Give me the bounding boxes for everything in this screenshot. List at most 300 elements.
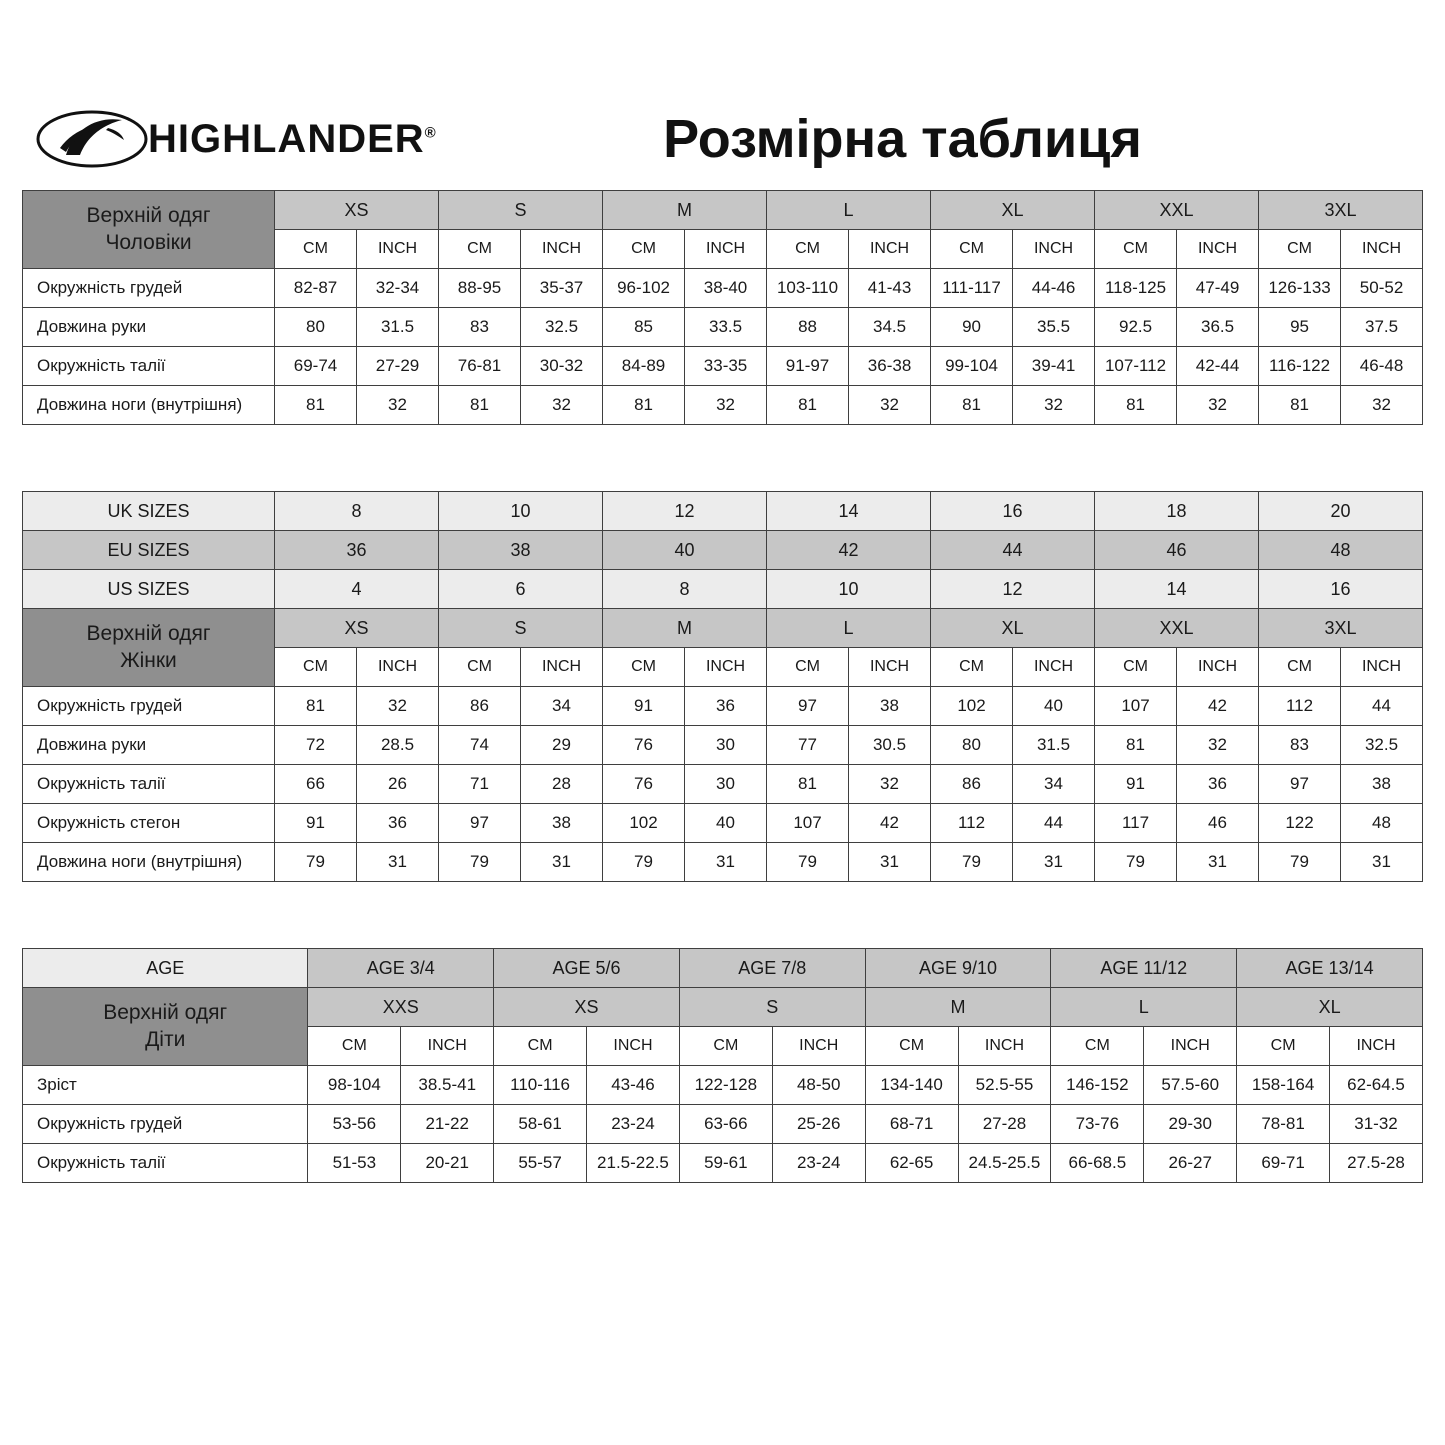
cell: 27-29	[357, 347, 439, 386]
cell: 53-56	[308, 1105, 401, 1144]
unit-inch: INCH	[1013, 648, 1095, 687]
cell: 90	[931, 308, 1013, 347]
cell: 42-44	[1177, 347, 1259, 386]
cell: 73-76	[1051, 1105, 1144, 1144]
kids-table-wrap	[0, 948, 1445, 1183]
unit-inch: INCH	[401, 1027, 494, 1066]
cell: 48-50	[772, 1066, 865, 1105]
cell: 122	[1259, 804, 1341, 843]
size-header-s: S	[679, 988, 865, 1027]
cell: 68-71	[865, 1105, 958, 1144]
uk-size-value: 18	[1095, 492, 1259, 531]
us-size-value: 16	[1259, 570, 1423, 609]
cell: 80	[275, 308, 357, 347]
cell: 41-43	[849, 269, 931, 308]
cell: 91	[603, 687, 685, 726]
unit-inch: INCH	[357, 230, 439, 269]
cell: 117	[1095, 804, 1177, 843]
cell: 44	[1013, 804, 1095, 843]
table-row	[23, 843, 1423, 882]
cell: 122-128	[679, 1066, 772, 1105]
cell: 146-152	[1051, 1066, 1144, 1105]
cell: 69-71	[1237, 1144, 1330, 1183]
cell: 95	[1259, 308, 1341, 347]
womens-table-wrap	[0, 491, 1445, 882]
cell: 31.5	[1013, 726, 1095, 765]
cell: 112	[1259, 687, 1341, 726]
cell: 118-125	[1095, 269, 1177, 308]
row-label: Окружність талії	[23, 765, 275, 804]
brand-name-text: HIGHLANDER	[148, 116, 425, 161]
unit-inch: INCH	[521, 648, 603, 687]
cell: 23-24	[772, 1144, 865, 1183]
unit-cm: CM	[494, 1027, 587, 1066]
age-label: AGE	[23, 949, 308, 988]
cell: 97	[439, 804, 521, 843]
unit-cm: CM	[603, 230, 685, 269]
kids-table-title	[23, 988, 308, 1066]
cell: 44-46	[1013, 269, 1095, 308]
cell: 96-102	[603, 269, 685, 308]
cell: 24.5-25.5	[958, 1144, 1051, 1183]
cell: 27-28	[958, 1105, 1051, 1144]
size-header-m: M	[603, 609, 767, 648]
table-row	[23, 1066, 1423, 1105]
unit-cm: CM	[275, 230, 357, 269]
cell: 36	[1177, 765, 1259, 804]
cell: 42	[1177, 687, 1259, 726]
cell: 31	[685, 843, 767, 882]
cell: 81	[1259, 386, 1341, 425]
cell: 66-68.5	[1051, 1144, 1144, 1183]
size-header-xxs: XXS	[308, 988, 494, 1027]
cell: 25-26	[772, 1105, 865, 1144]
cell: 81	[767, 386, 849, 425]
kids-title-line1: Верхній одяг	[103, 1001, 228, 1025]
row-label: Довжина ноги (внутрішня)	[23, 843, 275, 882]
eu-size-value: 42	[767, 531, 931, 570]
cell: 32	[1013, 386, 1095, 425]
age-value: AGE 9/10	[865, 949, 1051, 988]
unit-inch: INCH	[1144, 1027, 1237, 1066]
unit-cm: CM	[439, 648, 521, 687]
cell: 29-30	[1144, 1105, 1237, 1144]
row-label: Окружність грудей	[23, 1105, 308, 1144]
cell: 20-21	[401, 1144, 494, 1183]
age-value: AGE 11/12	[1051, 949, 1237, 988]
cell: 83	[439, 308, 521, 347]
cell: 82-87	[275, 269, 357, 308]
cell: 47-49	[1177, 269, 1259, 308]
cell: 74	[439, 726, 521, 765]
size-header-l: L	[767, 191, 931, 230]
eu-size-value: 44	[931, 531, 1095, 570]
cell: 46-48	[1341, 347, 1423, 386]
size-header-xs: XS	[275, 609, 439, 648]
cell: 86	[931, 765, 1013, 804]
cell: 79	[767, 843, 849, 882]
table-row	[23, 1144, 1423, 1183]
eu-size-value: 38	[439, 531, 603, 570]
cell: 30.5	[849, 726, 931, 765]
cell: 81	[931, 386, 1013, 425]
cell: 91-97	[767, 347, 849, 386]
cell: 27.5-28	[1330, 1144, 1423, 1183]
cell: 91	[275, 804, 357, 843]
table-row	[23, 1105, 1423, 1144]
cell: 66	[275, 765, 357, 804]
cell: 32.5	[521, 308, 603, 347]
cell: 30	[685, 726, 767, 765]
row-label: Окружність грудей	[23, 687, 275, 726]
cell: 76	[603, 726, 685, 765]
unit-cm: CM	[679, 1027, 772, 1066]
page-header	[0, 0, 1445, 190]
cell: 81	[603, 386, 685, 425]
cell: 30-32	[521, 347, 603, 386]
cell: 35-37	[521, 269, 603, 308]
size-header-xxl: XXL	[1095, 609, 1259, 648]
cell: 46	[1177, 804, 1259, 843]
row-label: Окружність стегон	[23, 804, 275, 843]
uk-sizes-label: UK SIZES	[23, 492, 275, 531]
womens-size-table	[22, 491, 1423, 882]
cell: 23-24	[587, 1105, 680, 1144]
page-title: Розмірна таблиця	[663, 109, 1142, 169]
brand-name	[148, 117, 437, 162]
cell: 80	[931, 726, 1013, 765]
size-header-xl: XL	[1237, 988, 1423, 1027]
cell: 85	[603, 308, 685, 347]
cell: 38	[521, 804, 603, 843]
cell: 29	[521, 726, 603, 765]
cell: 38	[1341, 765, 1423, 804]
size-header-xl: XL	[931, 609, 1095, 648]
unit-inch: INCH	[958, 1027, 1051, 1066]
mens-table-wrap	[0, 190, 1445, 425]
cell: 36.5	[1177, 308, 1259, 347]
cell: 112	[931, 804, 1013, 843]
unit-inch: INCH	[1177, 648, 1259, 687]
cell: 81	[767, 765, 849, 804]
age-value: AGE 3/4	[308, 949, 494, 988]
eu-size-value: 46	[1095, 531, 1259, 570]
cell: 32	[1177, 726, 1259, 765]
cell: 28.5	[357, 726, 439, 765]
unit-cm: CM	[1237, 1027, 1330, 1066]
size-header-s: S	[439, 191, 603, 230]
mens-size-table	[22, 190, 1423, 425]
cell: 92.5	[1095, 308, 1177, 347]
eu-size-value: 36	[275, 531, 439, 570]
cell: 116-122	[1259, 347, 1341, 386]
us-sizes-label: US SIZES	[23, 570, 275, 609]
cell: 38-40	[685, 269, 767, 308]
us-size-value: 10	[767, 570, 931, 609]
cell: 42	[849, 804, 931, 843]
unit-cm: CM	[1259, 648, 1341, 687]
cell: 34.5	[849, 308, 931, 347]
table-row	[23, 765, 1423, 804]
size-header-xxl: XXL	[1095, 191, 1259, 230]
cell: 126-133	[1259, 269, 1341, 308]
cell: 36-38	[849, 347, 931, 386]
cell: 79	[1259, 843, 1341, 882]
cell: 32	[1341, 386, 1423, 425]
cell: 84-89	[603, 347, 685, 386]
cell: 48	[1341, 804, 1423, 843]
row-label: Довжина руки	[23, 726, 275, 765]
cell: 77	[767, 726, 849, 765]
unit-cm: CM	[308, 1027, 401, 1066]
uk-size-value: 8	[275, 492, 439, 531]
cell: 38.5-41	[401, 1066, 494, 1105]
table-row	[23, 804, 1423, 843]
table-row	[23, 386, 1423, 425]
cell: 33-35	[685, 347, 767, 386]
cell: 34	[1013, 765, 1095, 804]
size-header-xs: XS	[494, 988, 680, 1027]
cell: 79	[1095, 843, 1177, 882]
cell: 33.5	[685, 308, 767, 347]
eu-sizes-label: EU SIZES	[23, 531, 275, 570]
cell: 40	[685, 804, 767, 843]
cell: 81	[275, 687, 357, 726]
table-row	[23, 308, 1423, 347]
table-row	[23, 269, 1423, 308]
cell: 62-65	[865, 1144, 958, 1183]
cell: 110-116	[494, 1066, 587, 1105]
cell: 44	[1341, 687, 1423, 726]
uk-size-value: 20	[1259, 492, 1423, 531]
unit-inch: INCH	[772, 1027, 865, 1066]
unit-cm: CM	[1095, 230, 1177, 269]
cell: 58-61	[494, 1105, 587, 1144]
cell: 32.5	[1341, 726, 1423, 765]
cell: 26	[357, 765, 439, 804]
cell: 39-41	[1013, 347, 1095, 386]
cell: 62-64.5	[1330, 1066, 1423, 1105]
cell: 32-34	[357, 269, 439, 308]
cell: 98-104	[308, 1066, 401, 1105]
cell: 86	[439, 687, 521, 726]
cell: 36	[685, 687, 767, 726]
unit-inch: INCH	[521, 230, 603, 269]
table-header-row	[23, 988, 1423, 1027]
size-header-3xl: 3XL	[1259, 191, 1423, 230]
cell: 79	[439, 843, 521, 882]
size-header-l: L	[767, 609, 931, 648]
us-size-value: 8	[603, 570, 767, 609]
row-label: Окружність грудей	[23, 269, 275, 308]
size-header-l: L	[1051, 988, 1237, 1027]
cell: 31	[849, 843, 931, 882]
cell: 38	[849, 687, 931, 726]
cell: 30	[685, 765, 767, 804]
cell: 81	[1095, 726, 1177, 765]
table-row	[23, 347, 1423, 386]
us-size-value: 12	[931, 570, 1095, 609]
womens-table-title	[23, 609, 275, 687]
row-label: Довжина ноги (внутрішня)	[23, 386, 275, 425]
age-value: AGE 7/8	[679, 949, 865, 988]
unit-inch: INCH	[1341, 230, 1423, 269]
size-header-xs: XS	[275, 191, 439, 230]
cell: 107	[1095, 687, 1177, 726]
unit-cm: CM	[931, 230, 1013, 269]
cell: 158-164	[1237, 1066, 1330, 1105]
cell: 28	[521, 765, 603, 804]
cell: 102	[603, 804, 685, 843]
unit-inch: INCH	[1330, 1027, 1423, 1066]
age-row	[23, 949, 1423, 988]
size-header-m: M	[865, 988, 1051, 1027]
cell: 72	[275, 726, 357, 765]
us-size-value: 6	[439, 570, 603, 609]
unit-cm: CM	[439, 230, 521, 269]
table-header-row	[23, 609, 1423, 648]
cell: 91	[1095, 765, 1177, 804]
cell: 79	[275, 843, 357, 882]
cell: 69-74	[275, 347, 357, 386]
womens-title-line1: Верхній одяг	[86, 622, 211, 646]
mens-title-line2: Чоловіки	[105, 230, 192, 254]
table-header-row	[23, 191, 1423, 230]
registered-mark: ®	[424, 124, 437, 142]
table-row	[23, 726, 1423, 765]
unit-inch: INCH	[685, 230, 767, 269]
cell: 31	[1341, 843, 1423, 882]
eu-size-value: 40	[603, 531, 767, 570]
uk-size-value: 14	[767, 492, 931, 531]
cell: 83	[1259, 726, 1341, 765]
cell: 102	[931, 687, 1013, 726]
row-label: Зріст	[23, 1066, 308, 1105]
unit-cm: CM	[1259, 230, 1341, 269]
unit-cm: CM	[275, 648, 357, 687]
cell: 21-22	[401, 1105, 494, 1144]
unit-cm: CM	[767, 648, 849, 687]
cell: 32	[521, 386, 603, 425]
cell: 32	[357, 386, 439, 425]
cell: 32	[849, 386, 931, 425]
cell: 103-110	[767, 269, 849, 308]
cell: 35.5	[1013, 308, 1095, 347]
unit-inch: INCH	[587, 1027, 680, 1066]
cell: 31.5	[357, 308, 439, 347]
cell: 31	[1013, 843, 1095, 882]
uk-size-value: 10	[439, 492, 603, 531]
cell: 134-140	[865, 1066, 958, 1105]
cell: 76	[603, 765, 685, 804]
uk-size-value: 12	[603, 492, 767, 531]
unit-cm: CM	[931, 648, 1013, 687]
highlander-swirl-logo-icon	[36, 108, 148, 170]
size-header-xl: XL	[931, 191, 1095, 230]
unit-cm: CM	[865, 1027, 958, 1066]
cell: 79	[603, 843, 685, 882]
age-value: AGE 5/6	[494, 949, 680, 988]
cell: 34	[521, 687, 603, 726]
cell: 97	[767, 687, 849, 726]
cell: 32	[1177, 386, 1259, 425]
row-label: Окружність талії	[23, 347, 275, 386]
cell: 59-61	[679, 1144, 772, 1183]
cell: 63-66	[679, 1105, 772, 1144]
cell: 81	[1095, 386, 1177, 425]
cell: 36	[357, 804, 439, 843]
cell: 57.5-60	[1144, 1066, 1237, 1105]
cell: 71	[439, 765, 521, 804]
uk-size-value: 16	[931, 492, 1095, 531]
cell: 52.5-55	[958, 1066, 1051, 1105]
uk-sizes-row	[23, 492, 1423, 531]
cell: 81	[439, 386, 521, 425]
unit-inch: INCH	[357, 648, 439, 687]
cell: 43-46	[587, 1066, 680, 1105]
size-header-m: M	[603, 191, 767, 230]
cell: 51-53	[308, 1144, 401, 1183]
cell: 79	[931, 843, 1013, 882]
cell: 40	[1013, 687, 1095, 726]
cell: 31-32	[1330, 1105, 1423, 1144]
us-size-value: 4	[275, 570, 439, 609]
cell: 97	[1259, 765, 1341, 804]
row-label: Окружність талії	[23, 1144, 308, 1183]
size-header-3xl: 3XL	[1259, 609, 1423, 648]
brand-lockup	[36, 108, 576, 170]
cell: 76-81	[439, 347, 521, 386]
cell: 31	[1177, 843, 1259, 882]
section-spacer	[0, 425, 1445, 491]
cell: 32	[357, 687, 439, 726]
mens-title-line1: Верхній одяг	[86, 204, 211, 228]
cell: 88-95	[439, 269, 521, 308]
cell: 88	[767, 308, 849, 347]
table-row	[23, 687, 1423, 726]
kids-title-line2: Діти	[145, 1027, 186, 1051]
cell: 31	[357, 843, 439, 882]
unit-inch: INCH	[685, 648, 767, 687]
cell: 78-81	[1237, 1105, 1330, 1144]
unit-inch: INCH	[849, 230, 931, 269]
cell: 32	[849, 765, 931, 804]
cell: 81	[275, 386, 357, 425]
unit-cm: CM	[603, 648, 685, 687]
unit-inch: INCH	[1013, 230, 1095, 269]
age-value: AGE 13/14	[1237, 949, 1423, 988]
mens-table-title	[23, 191, 275, 269]
cell: 55-57	[494, 1144, 587, 1183]
eu-size-value: 48	[1259, 531, 1423, 570]
cell: 32	[685, 386, 767, 425]
cell: 21.5-22.5	[587, 1144, 680, 1183]
kids-size-table	[22, 948, 1423, 1183]
unit-cm: CM	[767, 230, 849, 269]
size-header-s: S	[439, 609, 603, 648]
cell: 107-112	[1095, 347, 1177, 386]
row-label: Довжина руки	[23, 308, 275, 347]
cell: 107	[767, 804, 849, 843]
us-size-value: 14	[1095, 570, 1259, 609]
us-sizes-row	[23, 570, 1423, 609]
unit-cm: CM	[1095, 648, 1177, 687]
eu-sizes-row	[23, 531, 1423, 570]
unit-inch: INCH	[1177, 230, 1259, 269]
womens-title-line2: Жінки	[120, 648, 177, 672]
cell: 26-27	[1144, 1144, 1237, 1183]
unit-inch: INCH	[849, 648, 931, 687]
